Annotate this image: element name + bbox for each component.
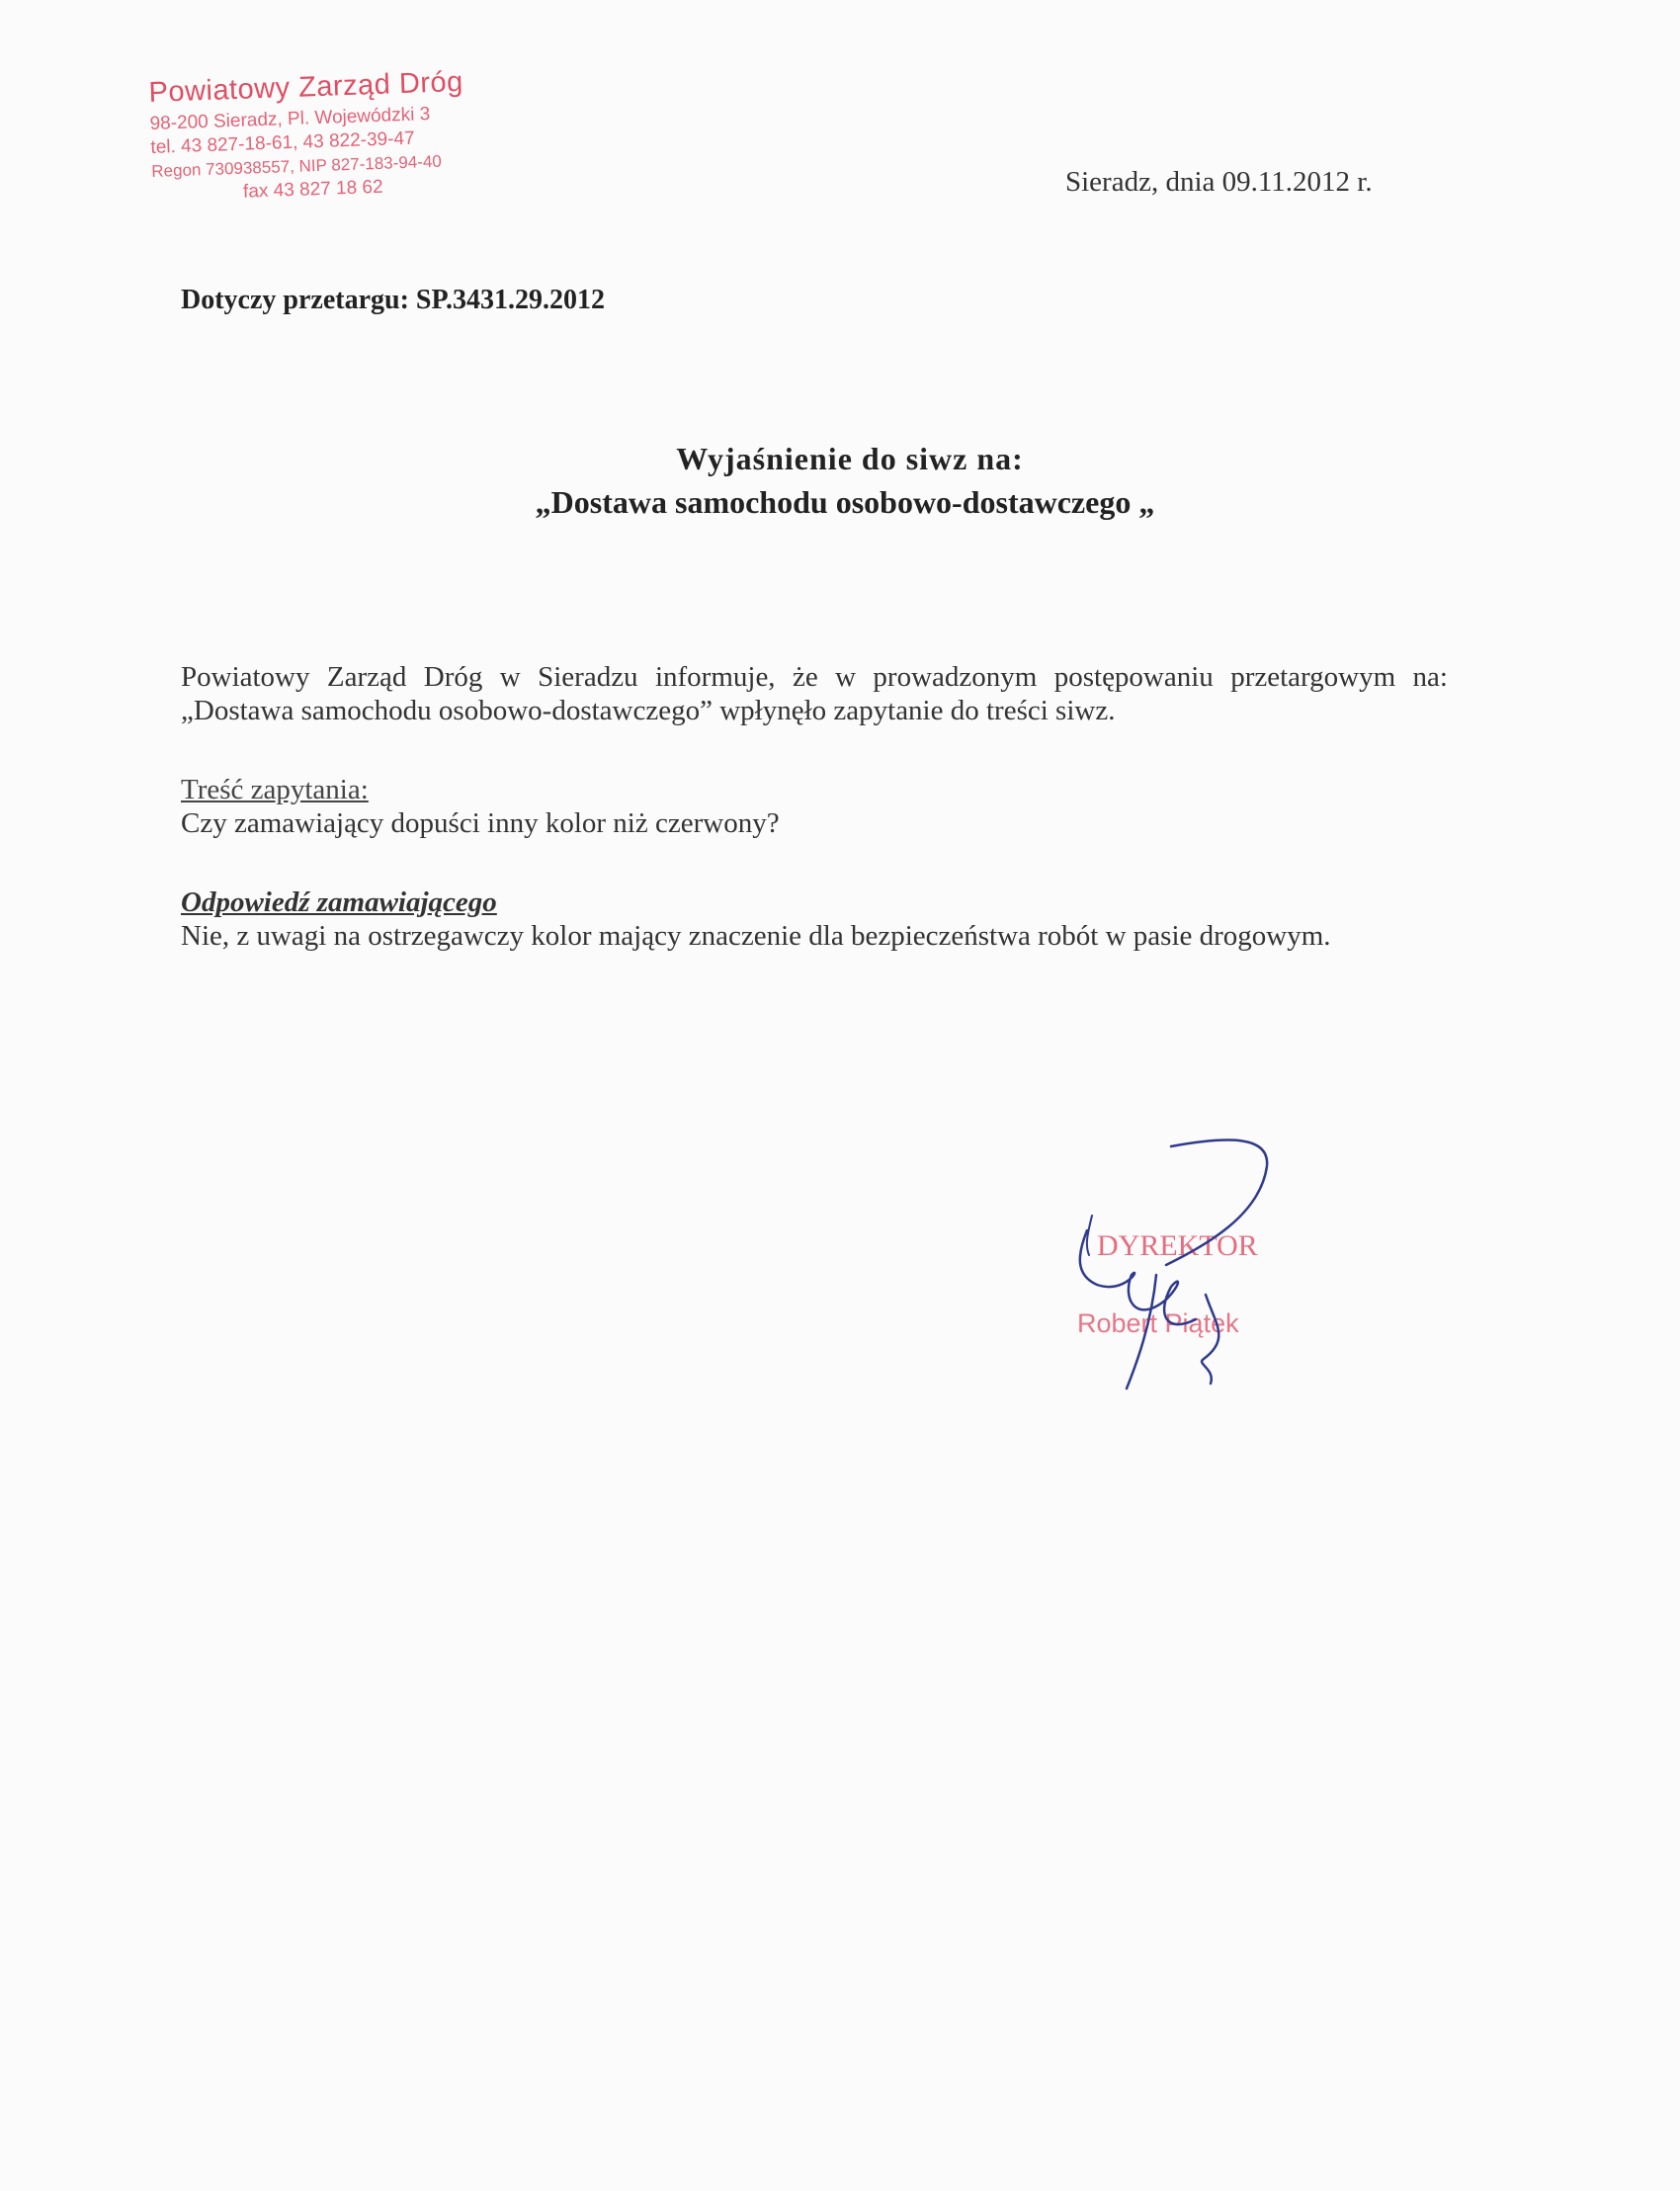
answer-text: Nie, z uwagi na ostrzegawczy kolor mający znaczenie dla bezpieczeństwa robót w pasie drogowym. [181, 920, 1331, 952]
document-body [181, 660, 1448, 953]
organization-name: Powiatowy Zarząd Dróg [148, 65, 464, 109]
organization-phone: tel. 43 827-18-61, 43 822-39-47 [150, 127, 415, 158]
stamp-name: Robert Piątek [1077, 1308, 1239, 1338]
intro-paragraph: Powiatowy Zarząd Dróg w Sieradzu informuje, że w prowadzonym postępowaniu przetargowym na: „Dostawa samochodu osobowo-dostawczego” wpłynęło zapytanie do treści siwz. [181, 661, 1448, 726]
tender-reference: Dotyczy przetargu: SP.3431.29.2012 [181, 285, 606, 315]
document-date: Sieradz, dnia 09.11.2012 r. [1065, 166, 1373, 198]
stamp-title: DYREKTOR [1097, 1229, 1258, 1262]
director-stamp-and-signature [1057, 1127, 1314, 1403]
signature-stroke [1087, 1216, 1092, 1255]
document-title [0, 437, 1680, 524]
organization-header-stamp [148, 66, 467, 208]
question-label: Treść zapytania: [181, 774, 369, 805]
title-line-2: „Dostawa samochodu osobowo-dostawczego „ [535, 484, 1155, 520]
answer-label: Odpowiedź zamawiającego [181, 886, 497, 918]
title-line-1: Wyjaśnienie do siwz na: [676, 441, 1024, 476]
organization-fax: fax 43 827 18 62 [242, 176, 383, 203]
organization-address: 98-200 Sieradz, Pl. Wojewódzki 3 [149, 104, 431, 134]
signature-block [1057, 1127, 1314, 1403]
organization-registry: Regon 730938557, NIP 827-183-94-40 [151, 151, 443, 181]
question-text: Czy zamawiający dopuści inny kolor niż czerwony? [181, 807, 780, 839]
